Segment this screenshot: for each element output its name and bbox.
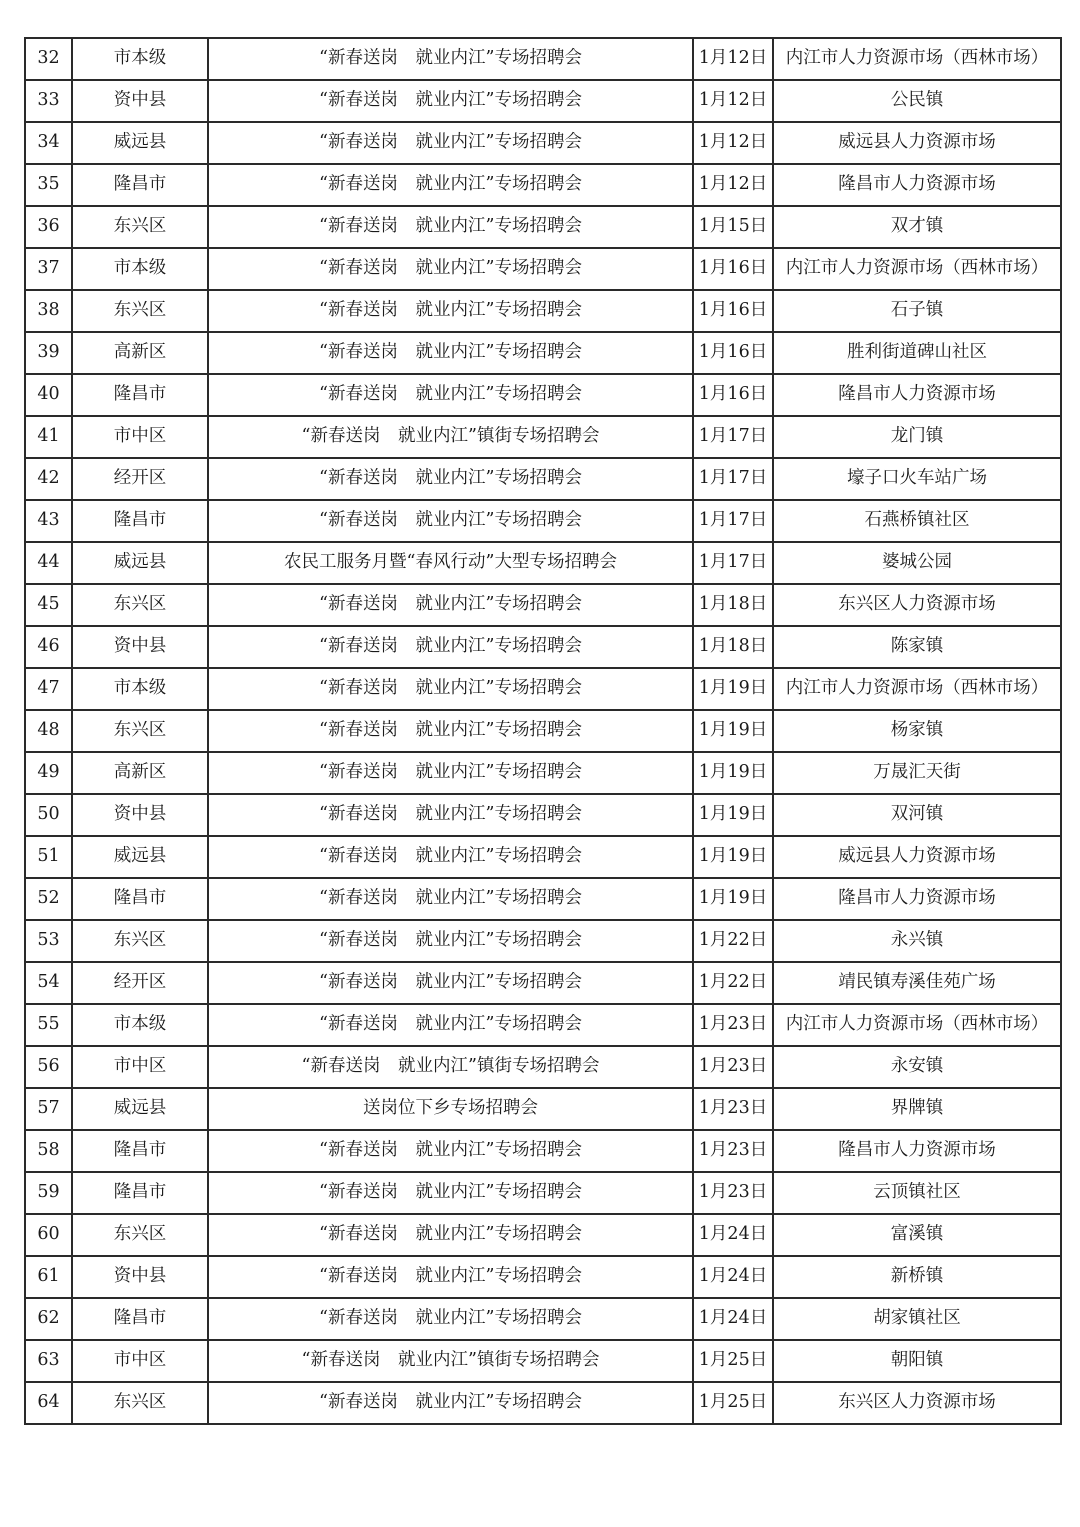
venue-cell: 双河镇	[773, 794, 1061, 836]
venue-cell: 万晟汇天街	[773, 752, 1061, 794]
event-date-cell: 1月16日	[693, 248, 773, 290]
table-row	[25, 542, 1061, 584]
event-name-cell: “新春送岗 就业内江”专场招聘会	[208, 920, 693, 962]
row-number: 48	[25, 710, 72, 752]
event-name-cell: “新春送岗 就业内江”专场招聘会	[208, 1004, 693, 1046]
district-cell: 高新区	[72, 332, 208, 374]
event-date-cell: 1月25日	[693, 1340, 773, 1382]
table-row	[25, 500, 1061, 542]
row-number: 50	[25, 794, 72, 836]
table-row	[25, 374, 1061, 416]
table-row	[25, 1382, 1061, 1424]
district-cell: 隆昌市	[72, 374, 208, 416]
district-cell: 东兴区	[72, 290, 208, 332]
district-cell: 威远县	[72, 836, 208, 878]
table-row	[25, 1298, 1061, 1340]
event-date-cell: 1月25日	[693, 1382, 773, 1424]
row-number: 55	[25, 1004, 72, 1046]
event-date-cell: 1月18日	[693, 626, 773, 668]
event-date-cell: 1月19日	[693, 710, 773, 752]
venue-cell: 隆昌市人力资源市场	[773, 374, 1061, 416]
row-number: 34	[25, 122, 72, 164]
event-date-cell: 1月17日	[693, 542, 773, 584]
table-row	[25, 1256, 1061, 1298]
venue-cell: 界牌镇	[773, 1088, 1061, 1130]
row-number: 35	[25, 164, 72, 206]
schedule-table-body	[25, 38, 1061, 1424]
district-cell: 东兴区	[72, 710, 208, 752]
venue-cell: 杨家镇	[773, 710, 1061, 752]
venue-cell: 威远县人力资源市场	[773, 836, 1061, 878]
venue-cell: 壕子口火车站广场	[773, 458, 1061, 500]
venue-cell: 内江市人力资源市场（西林市场）	[773, 38, 1061, 80]
row-number: 53	[25, 920, 72, 962]
row-number: 63	[25, 1340, 72, 1382]
table-row	[25, 122, 1061, 164]
venue-cell: 东兴区人力资源市场	[773, 1382, 1061, 1424]
district-cell: 市中区	[72, 1046, 208, 1088]
event-date-cell: 1月12日	[693, 38, 773, 80]
event-name-cell: “新春送岗 就业内江”专场招聘会	[208, 1172, 693, 1214]
table-row	[25, 416, 1061, 458]
district-cell: 东兴区	[72, 920, 208, 962]
event-name-cell: “新春送岗 就业内江”专场招聘会	[208, 1382, 693, 1424]
event-date-cell: 1月18日	[693, 584, 773, 626]
event-date-cell: 1月17日	[693, 416, 773, 458]
district-cell: 隆昌市	[72, 1130, 208, 1172]
row-number: 61	[25, 1256, 72, 1298]
job-fair-schedule-table	[24, 37, 1062, 1425]
event-name-cell: “新春送岗 就业内江”专场招聘会	[208, 794, 693, 836]
event-name-cell: “新春送岗 就业内江”专场招聘会	[208, 962, 693, 1004]
event-name-cell: “新春送岗 就业内江”专场招聘会	[208, 584, 693, 626]
district-cell: 隆昌市	[72, 878, 208, 920]
event-date-cell: 1月15日	[693, 206, 773, 248]
venue-cell: 朝阳镇	[773, 1340, 1061, 1382]
district-cell: 经开区	[72, 458, 208, 500]
row-number: 47	[25, 668, 72, 710]
district-cell: 资中县	[72, 80, 208, 122]
row-number: 38	[25, 290, 72, 332]
table-row	[25, 710, 1061, 752]
event-date-cell: 1月19日	[693, 668, 773, 710]
district-cell: 隆昌市	[72, 500, 208, 542]
table-row	[25, 458, 1061, 500]
row-number: 51	[25, 836, 72, 878]
row-number: 57	[25, 1088, 72, 1130]
row-number: 36	[25, 206, 72, 248]
event-name-cell: “新春送岗 就业内江”专场招聘会	[208, 290, 693, 332]
event-date-cell: 1月24日	[693, 1256, 773, 1298]
table-row	[25, 38, 1061, 80]
district-cell: 东兴区	[72, 206, 208, 248]
district-cell: 市中区	[72, 1340, 208, 1382]
table-row	[25, 1340, 1061, 1382]
table-row	[25, 668, 1061, 710]
event-name-cell: “新春送岗 就业内江”专场招聘会	[208, 1214, 693, 1256]
row-number: 37	[25, 248, 72, 290]
row-number: 43	[25, 500, 72, 542]
event-name-cell: “新春送岗 就业内江”镇街专场招聘会	[208, 1340, 693, 1382]
table-row	[25, 1214, 1061, 1256]
table-row	[25, 878, 1061, 920]
row-number: 54	[25, 962, 72, 1004]
event-date-cell: 1月12日	[693, 80, 773, 122]
event-name-cell: “新春送岗 就业内江”专场招聘会	[208, 164, 693, 206]
event-name-cell: “新春送岗 就业内江”专场招聘会	[208, 836, 693, 878]
table-row	[25, 164, 1061, 206]
table-row	[25, 1046, 1061, 1088]
venue-cell: 内江市人力资源市场（西林市场）	[773, 668, 1061, 710]
event-date-cell: 1月16日	[693, 290, 773, 332]
venue-cell: 胜利街道碑山社区	[773, 332, 1061, 374]
row-number: 39	[25, 332, 72, 374]
row-number: 58	[25, 1130, 72, 1172]
table-row	[25, 1130, 1061, 1172]
district-cell: 威远县	[72, 1088, 208, 1130]
row-number: 49	[25, 752, 72, 794]
event-date-cell: 1月17日	[693, 500, 773, 542]
table-row	[25, 80, 1061, 122]
event-name-cell: “新春送岗 就业内江”专场招聘会	[208, 1298, 693, 1340]
venue-cell: 富溪镇	[773, 1214, 1061, 1256]
event-name-cell: “新春送岗 就业内江”专场招聘会	[208, 206, 693, 248]
event-name-cell: “新春送岗 就业内江”镇街专场招聘会	[208, 1046, 693, 1088]
row-number: 42	[25, 458, 72, 500]
row-number: 32	[25, 38, 72, 80]
table-row	[25, 1088, 1061, 1130]
event-date-cell: 1月16日	[693, 374, 773, 416]
table-row	[25, 752, 1061, 794]
venue-cell: 陈家镇	[773, 626, 1061, 668]
table-row	[25, 794, 1061, 836]
event-name-cell: “新春送岗 就业内江”专场招聘会	[208, 374, 693, 416]
district-cell: 资中县	[72, 1256, 208, 1298]
event-date-cell: 1月23日	[693, 1088, 773, 1130]
table-row	[25, 290, 1061, 332]
district-cell: 高新区	[72, 752, 208, 794]
venue-cell: 龙门镇	[773, 416, 1061, 458]
district-cell: 市本级	[72, 38, 208, 80]
district-cell: 市本级	[72, 1004, 208, 1046]
event-name-cell: “新春送岗 就业内江”专场招聘会	[208, 626, 693, 668]
venue-cell: 石燕桥镇社区	[773, 500, 1061, 542]
event-name-cell: “新春送岗 就业内江”专场招聘会	[208, 122, 693, 164]
event-date-cell: 1月17日	[693, 458, 773, 500]
event-date-cell: 1月23日	[693, 1172, 773, 1214]
table-row	[25, 1172, 1061, 1214]
event-date-cell: 1月12日	[693, 164, 773, 206]
event-name-cell: 送岗位下乡专场招聘会	[208, 1088, 693, 1130]
table-row	[25, 920, 1061, 962]
event-name-cell: “新春送岗 就业内江”专场招聘会	[208, 710, 693, 752]
district-cell: 威远县	[72, 542, 208, 584]
table-row	[25, 206, 1061, 248]
event-date-cell: 1月19日	[693, 836, 773, 878]
event-date-cell: 1月12日	[693, 122, 773, 164]
row-number: 62	[25, 1298, 72, 1340]
event-name-cell: “新春送岗 就业内江”专场招聘会	[208, 668, 693, 710]
venue-cell: 东兴区人力资源市场	[773, 584, 1061, 626]
district-cell: 隆昌市	[72, 164, 208, 206]
venue-cell: 永安镇	[773, 1046, 1061, 1088]
event-date-cell: 1月23日	[693, 1046, 773, 1088]
row-number: 44	[25, 542, 72, 584]
event-name-cell: “新春送岗 就业内江”镇街专场招聘会	[208, 416, 693, 458]
event-date-cell: 1月16日	[693, 332, 773, 374]
table-row	[25, 248, 1061, 290]
row-number: 52	[25, 878, 72, 920]
row-number: 59	[25, 1172, 72, 1214]
table-row	[25, 1004, 1061, 1046]
table-row	[25, 332, 1061, 374]
venue-cell: 婆城公园	[773, 542, 1061, 584]
venue-cell: 内江市人力资源市场（西林市场）	[773, 248, 1061, 290]
table-row	[25, 626, 1061, 668]
event-name-cell: “新春送岗 就业内江”专场招聘会	[208, 1256, 693, 1298]
venue-cell: 隆昌市人力资源市场	[773, 878, 1061, 920]
row-number: 56	[25, 1046, 72, 1088]
venue-cell: 公民镇	[773, 80, 1061, 122]
table-row	[25, 584, 1061, 626]
venue-cell: 永兴镇	[773, 920, 1061, 962]
venue-cell: 隆昌市人力资源市场	[773, 1130, 1061, 1172]
venue-cell: 内江市人力资源市场（西林市场）	[773, 1004, 1061, 1046]
venue-cell: 隆昌市人力资源市场	[773, 164, 1061, 206]
district-cell: 市本级	[72, 668, 208, 710]
event-date-cell: 1月23日	[693, 1130, 773, 1172]
row-number: 33	[25, 80, 72, 122]
row-number: 46	[25, 626, 72, 668]
venue-cell: 威远县人力资源市场	[773, 122, 1061, 164]
row-number: 40	[25, 374, 72, 416]
event-name-cell: “新春送岗 就业内江”专场招聘会	[208, 752, 693, 794]
event-date-cell: 1月19日	[693, 794, 773, 836]
venue-cell: 新桥镇	[773, 1256, 1061, 1298]
event-date-cell: 1月22日	[693, 920, 773, 962]
row-number: 41	[25, 416, 72, 458]
event-date-cell: 1月24日	[693, 1214, 773, 1256]
venue-cell: 双才镇	[773, 206, 1061, 248]
event-name-cell: “新春送岗 就业内江”专场招聘会	[208, 38, 693, 80]
event-name-cell: “新春送岗 就业内江”专场招聘会	[208, 500, 693, 542]
event-date-cell: 1月19日	[693, 878, 773, 920]
venue-cell: 云顶镇社区	[773, 1172, 1061, 1214]
event-date-cell: 1月19日	[693, 752, 773, 794]
event-name-cell: “新春送岗 就业内江”专场招聘会	[208, 80, 693, 122]
district-cell: 东兴区	[72, 584, 208, 626]
event-name-cell: “新春送岗 就业内江”专场招聘会	[208, 248, 693, 290]
row-number: 60	[25, 1214, 72, 1256]
row-number: 64	[25, 1382, 72, 1424]
district-cell: 东兴区	[72, 1214, 208, 1256]
venue-cell: 靖民镇寿溪佳苑广场	[773, 962, 1061, 1004]
district-cell: 隆昌市	[72, 1298, 208, 1340]
district-cell: 威远县	[72, 122, 208, 164]
event-date-cell: 1月23日	[693, 1004, 773, 1046]
district-cell: 市本级	[72, 248, 208, 290]
event-name-cell: 农民工服务月暨“春风行动”大型专场招聘会	[208, 542, 693, 584]
table-row	[25, 836, 1061, 878]
event-date-cell: 1月22日	[693, 962, 773, 1004]
district-cell: 经开区	[72, 962, 208, 1004]
district-cell: 东兴区	[72, 1382, 208, 1424]
event-name-cell: “新春送岗 就业内江”专场招聘会	[208, 1130, 693, 1172]
district-cell: 市中区	[72, 416, 208, 458]
event-name-cell: “新春送岗 就业内江”专场招聘会	[208, 458, 693, 500]
event-date-cell: 1月24日	[693, 1298, 773, 1340]
venue-cell: 胡家镇社区	[773, 1298, 1061, 1340]
event-name-cell: “新春送岗 就业内江”专场招聘会	[208, 332, 693, 374]
district-cell: 资中县	[72, 794, 208, 836]
district-cell: 隆昌市	[72, 1172, 208, 1214]
table-row	[25, 962, 1061, 1004]
district-cell: 资中县	[72, 626, 208, 668]
event-name-cell: “新春送岗 就业内江”专场招聘会	[208, 878, 693, 920]
venue-cell: 石子镇	[773, 290, 1061, 332]
row-number: 45	[25, 584, 72, 626]
